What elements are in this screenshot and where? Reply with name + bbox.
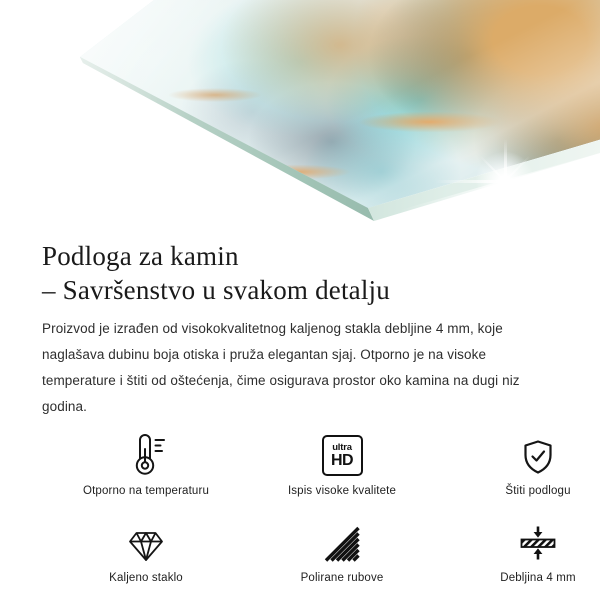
feature-label: Štiti podlogu [505,485,571,497]
feature-label: Debljina 4 mm [500,572,576,584]
ultra-hd-icon: ultra HD [322,432,363,476]
feature-tempered-glass [48,519,244,584]
feature-grid [48,432,576,584]
polished-edges-icon [322,519,362,563]
feature-label: Otporno na temperaturu [82,485,210,497]
feature-temperature-resistant [48,432,244,497]
feature-label: Polirane rubove [300,572,384,584]
product-description-section [0,239,600,584]
product-description: Proizvod je izrađen od visokokvalitetnog kaljenog stakla debljine 4 mm, koje naglašava dubinu boja otiska i pruža elegantan sjaj. Otporno je na visoke temperature i štiti od oštećenja, čime osigurava prostor oko kamina na dugi niz godina. [42,321,520,414]
feature-protects-surface [440,432,600,497]
feature-thickness [440,519,600,584]
product-photo [0,0,600,232]
feature-print-quality [244,432,440,497]
page-title [42,239,562,307]
diamond-icon [126,519,166,563]
shield-check-icon [518,432,558,476]
thickness-icon [518,519,558,563]
feature-label: Kaljeno staklo [109,572,183,584]
feature-polished-edges [244,519,440,584]
page-title-line2: – Savršenstvo u svakom detalju [42,275,390,305]
thermometer-icon [126,432,166,476]
page-title-line1: Podloga za kamin [42,241,239,271]
feature-label: Ispis visoke kvalitete [287,485,397,497]
